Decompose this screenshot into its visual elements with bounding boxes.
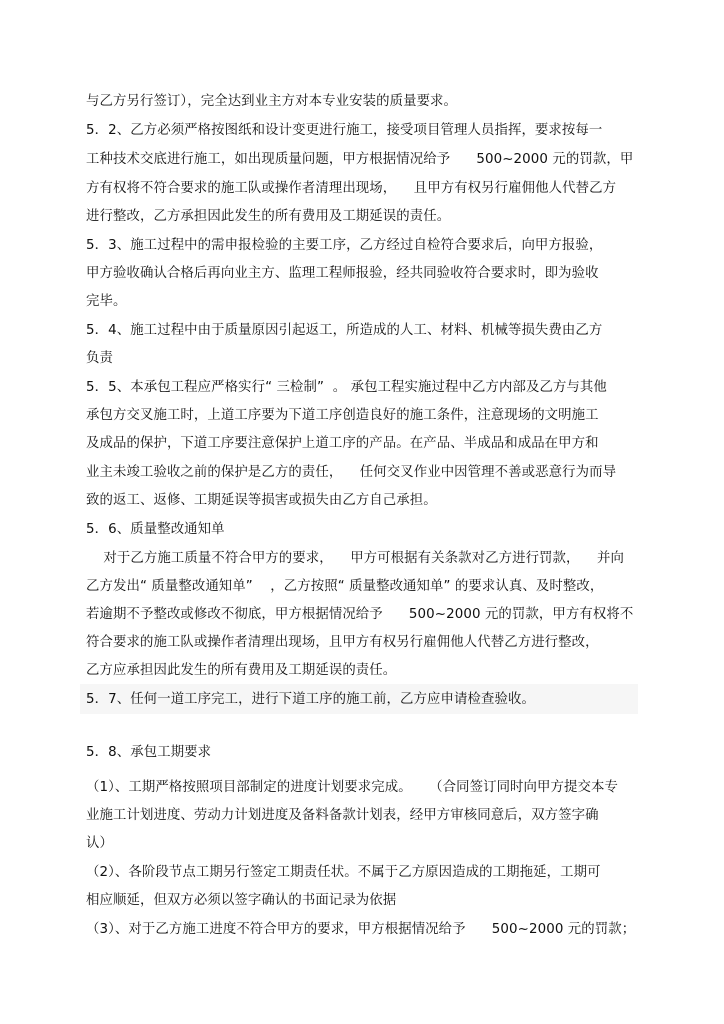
text-line: 甲方验收确认合格后再向业主方、监理工程师报验，经共同验收符合要求时，即为验收 xyxy=(86,266,599,281)
text-line: 与乙方另行签订），完全达到业主方对本专业安装的质量要求。 xyxy=(86,94,458,109)
text-line: 负责 xyxy=(86,351,113,366)
text-line: 乙方发出“ 质量整改通知单” ，乙方按照“ 质量整改通知单” 的要求认真、及时整改， xyxy=(86,579,604,594)
text-line: 方有权将不符合要求的施工队或操作者清理出现场， 且甲方有权另行雇佣他人代替乙方 xyxy=(86,181,617,196)
text-line: 业主未竣工验收之前的保护是乙方的责任， 任何交叉作业中因管理不善或恶意行为而导 xyxy=(86,465,617,480)
text-line: 致的返工、返修、工期延误等损害或损失由乙方自己承担。 xyxy=(86,493,437,508)
text-line: 承包方交叉施工时，上道工序要为下道工序创造良好的施工条件，注意现场的文明施工 xyxy=(86,408,599,423)
text-line: 符合要求的施工队或操作者清理出现场，且甲方有权另行雇佣他人代替乙方进行整改， xyxy=(86,635,599,650)
text-line: 5．2、乙方必须严格按图纸和设计变更进行施工，接受项目管理人员指挥，要求按每一 xyxy=(86,123,603,138)
text-line: 5．7、任何一道工序完工，进行下道工序的施工前，乙方应申请检查验收。 xyxy=(86,692,535,707)
text-line: 5．5、本承包工程应严格实行“ 三检制” 。 承包工程实施过程中乙方内部及乙方与其他 xyxy=(86,380,607,395)
text-line: 若逾期不予整改或修改不彻底，甲方根据情况给予 500~2000 元的罚款，甲方有权将不 xyxy=(86,607,634,622)
text-line: （2）、各阶段节点工期另行签定工期责任状。不属于乙方原因造成的工期拖延，工期可 xyxy=(86,865,601,880)
text-line: 5．3、施工过程中的需申报检验的主要工序，乙方经过自检符合要求后，向甲方报验， xyxy=(86,238,603,253)
text-line: 及成品的保护，下道工序要注意保护上道工序的产品。在产品、半成品和成品在甲方和 xyxy=(86,436,599,451)
text-line: 5．4、施工过程中由于质量原因引起返工，所造成的人工、材料、机械等损失费由乙方 xyxy=(86,323,603,338)
text-line: 进行整改，乙方承担因此发生的所有费用及工期延误的责任。 xyxy=(86,209,451,224)
text-line: 完毕。 xyxy=(86,294,127,309)
section-heading: 5．8、承包工期要求 xyxy=(86,745,212,760)
text-line: 对于乙方施工质量不符合甲方的要求， 甲方可根据有关条款对乙方进行罚款， 并向 xyxy=(86,551,624,566)
text-line: （3）、对于乙方施工进度不符合甲方的要求，甲方根据情况给予 500~2000 元的罚款； xyxy=(86,922,636,937)
text-line: （1）、工期严格按照项目部制定的进度计划要求完成。 （合同签订同时向甲方提交本专 xyxy=(86,780,618,795)
text-line: 相应顺延，但双方必须以签字确认的书面记录为依据 xyxy=(86,893,397,908)
text-line: 业施工计划进度、劳动力计划进度及备料备款计划表，经甲方审核同意后，双方签字确 xyxy=(86,808,599,823)
text-line: 工种技术交底进行施工，如出现质量问题，甲方根据情况给予 500~2000 元的罚款，甲 xyxy=(86,152,634,167)
text-line: 认） xyxy=(86,836,113,851)
section-heading: 5．6、质量整改通知单 xyxy=(86,522,225,537)
text-line: 乙方应承担因此发生的所有费用及工期延误的责任。 xyxy=(86,663,397,678)
